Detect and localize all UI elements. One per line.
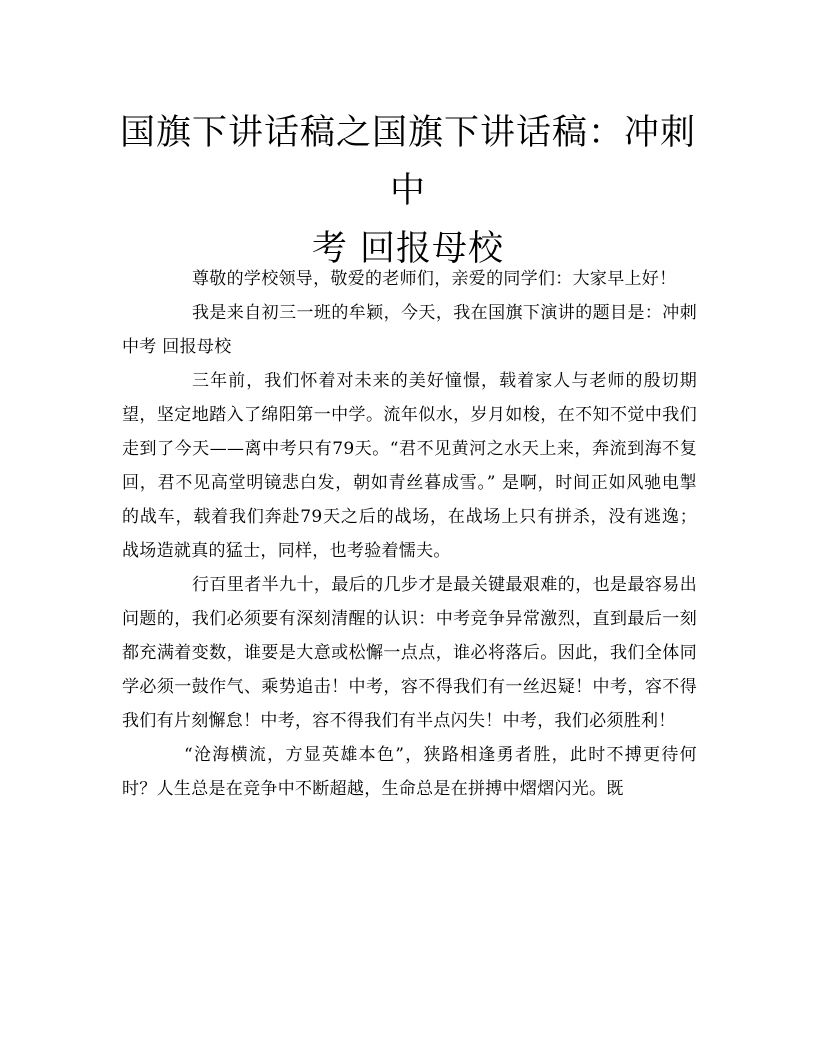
paragraph-heroes: “沧海横流，方显英雄本色”，狭路相逢勇者胜，此时不搏更待何时？人生总是在竞争中不断超越，生命总是在拼搏中熠熠闪光。既 [122,745,697,799]
paragraph-introduction: 我是来自初三一班的牟颖，今天，我在国旗下演讲的题目是：冲刺中考 回报母校 [122,303,697,357]
paragraph-greeting: 尊敬的学校领导，敬爱的老师们，亲爱的同学们：大家早上好！ [192,269,677,289]
title-line-1: 国旗下讲话稿之国旗下讲话稿：冲刺中 [119,113,696,211]
document-body [122,262,697,806]
page-title [110,104,706,278]
paragraph-final-steps: 行百里者半九十，最后的几步才是最关键最艰难的，也是最容易出问题的，我们必须要有深刻清醒的认识：中考竞争异常激烈，直到最后一刻都充满着变数，谁要是大意或松懈一点点，谁必将落后。因此，我们全体同学必须一鼓作气、乘势追击！中考，容不得我们有一丝迟疑！中考，容不得我们有片刻懈怠！中考，容不得我们有半点闪失！中考，我们必须胜利！ [122,575,697,731]
title-line-2: 考 回报母校 [311,229,505,269]
paragraph-three-years-ago: 三年前，我们怀着对未来的美好憧憬，载着家人与老师的殷切期望，坚定地踏入了绵阳第一中学。流年似水，岁月如梭，在不知不觉中我们走到了今天——离中考只有79天。“君不见黄河之水天上来，奔流到海不复回，君不见高堂明镜悲白发，朝如青丝暮成雪。” 是啊，时间正如风驰电掣的战车，载着我们奔赴79天之后的战场，在战场上只有拼杀，没有逃逸；战场造就真的猛士，同样，也考验着懦夫。 [122,371,697,561]
